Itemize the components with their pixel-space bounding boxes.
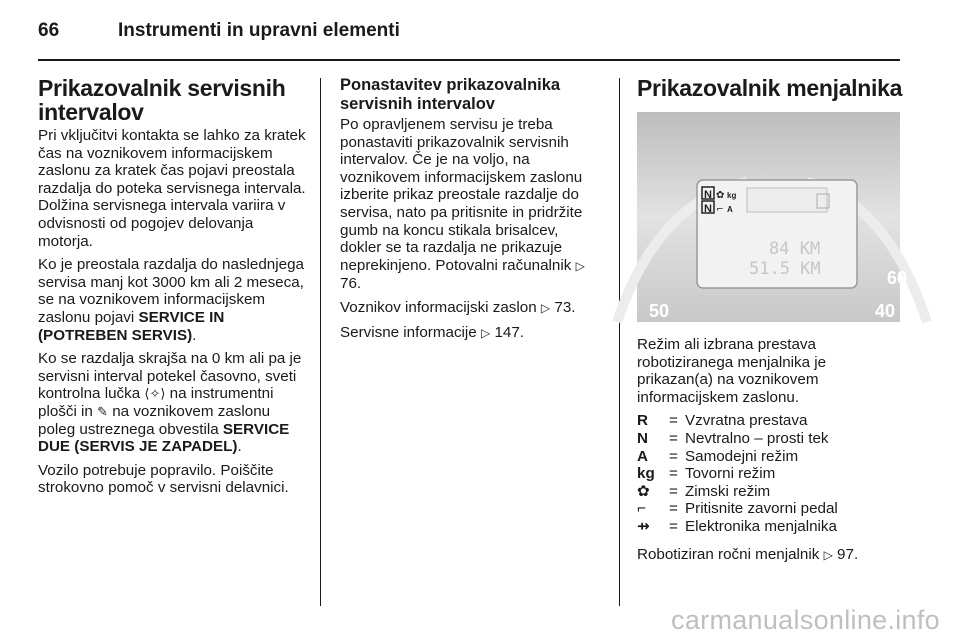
section-heading-reset: Ponastavitev prikazovalnika servisnih intervalov <box>340 76 561 113</box>
column-gearbox-display <box>637 75 908 570</box>
paragraph: Pri vključitvi kontakta se lahko za kratek čas na voznikovem informacijskem zaslonu za kratek čas pojavi preostala razdalja do poteka servisnega intervala. Dolžina servisnega intervala variira v odvisnosti od pogojev delovanja motorja. <box>38 127 306 250</box>
gauge-label-left: 50 <box>649 301 670 321</box>
definition-eq: = <box>669 500 678 518</box>
definition-key: ⇸ <box>637 517 650 535</box>
auto-label: A <box>727 205 733 214</box>
text: na instrumentni plošči in <box>38 385 274 420</box>
paragraph: Po opravljenem servisu je treba ponastaviti prikazovalnik servisnih intervalov. Če je na voljo, na voznikovem informacijskem zaslonu izberite prikaz preostale razdalje do servisa, nato pa pritisnite in pridržite gumb na koncu stikala brisalcev, dokler se ta razdalja ne prikazuje neprekinjeno. Potovalni računalnik ▷ 76. <box>340 116 585 293</box>
section-heading-service-interval: Prikazovalnik servisnih intervalov <box>38 75 286 125</box>
ref-arrow-icon: ▷ <box>575 258 585 273</box>
gauge-label-right-bottom: 40 <box>875 301 896 321</box>
message-service-due: SERVICE DUE (SERVIS JE ZAPADEL) <box>38 420 290 456</box>
definition-text: Vzvratna prestava <box>685 412 808 430</box>
definition-text: Samodejni režim <box>685 447 799 465</box>
column-divider-1 <box>320 78 321 606</box>
text: . <box>192 326 197 344</box>
definition-key: ✿ <box>637 482 650 500</box>
display-line-2: 51.5 KM <box>749 259 821 279</box>
paragraph: Robotiziran ročni menjalnik ▷ 97. <box>637 545 859 563</box>
gear-badge-top-text: N <box>704 189 712 201</box>
definition-eq: = <box>669 429 678 447</box>
wrench-icon: ✎ <box>97 403 108 419</box>
column-divider-2 <box>619 78 620 606</box>
brake-pedal-icon: ⌐ <box>716 205 724 215</box>
definition-text: Elektronika menjalnika <box>685 517 837 535</box>
gauge-label-right-top: 60 <box>887 268 908 288</box>
ref-arrow-icon: ▷ <box>480 325 491 340</box>
text: na voznikovem zaslonu poleg ustreznega obvestila <box>38 402 271 438</box>
page-ref-link[interactable]: 73 <box>554 298 572 316</box>
page-ref-link[interactable]: 76 <box>340 275 357 293</box>
text: Ko se razdalja skrajša na 0 km ali pa je servisni interval potekel časovno, sveti kontrolna lučka <box>38 350 302 403</box>
cluster-illustration <box>637 112 908 322</box>
column-reset <box>340 76 602 348</box>
kg-label: kg <box>727 191 737 200</box>
definition-key: ⌐ <box>637 500 646 518</box>
paragraph: Voznikov informacijski zaslon ▷ 73. <box>340 298 576 316</box>
page-header <box>38 20 400 50</box>
section-heading-gearbox: Prikazovalnik menjalnika <box>637 75 903 101</box>
text: Voznikov informacijski zaslon <box>340 298 541 316</box>
definition-row <box>637 430 838 448</box>
gear-definitions-table <box>637 412 838 535</box>
header-rule <box>38 59 900 61</box>
definition-text: Zimski režim <box>685 482 771 500</box>
definition-eq: = <box>669 517 678 535</box>
watermark: carmanualsonline.info <box>671 605 940 635</box>
page-ref-link[interactable]: 97 <box>837 545 854 563</box>
text: Servisne informacije <box>340 323 481 341</box>
instrument-cluster-image <box>637 112 908 322</box>
service-light-icon: ⟨✧⟩ <box>144 386 166 402</box>
definition-key: N <box>637 429 648 447</box>
gear-badge-bottom-text: N <box>704 203 712 215</box>
message-service-in: SERVICE IN (POTREBEN SERVIS) <box>38 308 225 344</box>
paragraph: Režim ali izbrana prestava robotiziranega menjalnika je prikazan(a) na voznikovem informacijskem zaslonu. <box>637 336 827 406</box>
definition-row <box>637 412 838 430</box>
top-display-segment <box>747 188 827 212</box>
display-line-1: 84 KM <box>769 239 821 259</box>
definition-eq: = <box>669 412 678 430</box>
definition-row <box>637 448 838 466</box>
definition-row <box>637 483 838 501</box>
ref-arrow-icon: ▷ <box>823 547 833 562</box>
definition-key: kg <box>637 465 655 483</box>
text: Po opravljenem servisu je treba ponastaviti prikazovalnik servisnih intervalov. Če je na voljo, na voznikovem informacijskem zaslonu izberite prikaz preostale razdalje do servisa, nato pa pritisnite in pridržite gumb na koncu stikala brisalcev, dokler se ta razdalja ne prikazuje neprekinjeno. Potovalni računalnik <box>340 116 583 274</box>
text: Ko je preostala razdalja do naslednjega servisa manj kot 3000 km ali 2 meseca, se na voznikovem informacijskem zaslonu pojavi <box>38 256 304 326</box>
definition-row <box>637 500 838 518</box>
paragraph: Servisne informacije ▷ 147. <box>340 323 525 341</box>
definition-row <box>637 465 838 483</box>
definition-text: Nevtralno – prosti tek <box>685 429 829 447</box>
page-ref-link[interactable]: 147 <box>494 323 520 341</box>
ref-arrow-icon: ▷ <box>540 300 551 315</box>
definition-text: Pritisnite zavorni pedal <box>685 500 838 518</box>
text: . <box>237 438 242 456</box>
column-service-interval <box>38 76 308 503</box>
text: Robotiziran ročni menjalnik <box>637 545 824 563</box>
definition-key: A <box>637 447 648 465</box>
definition-key: R <box>637 412 648 430</box>
definition-eq: = <box>669 465 678 483</box>
paragraph <box>38 256 308 344</box>
definition-row <box>637 518 838 536</box>
definition-eq: = <box>669 482 678 500</box>
definition-eq: = <box>669 447 678 465</box>
page-number: 66 <box>38 20 60 41</box>
snowflake-icon: ✿ <box>716 190 725 201</box>
chapter-title: Instrumenti in upravni elementi <box>118 20 400 41</box>
paragraph: Vozilo potrebuje popravilo. Poiščite strokovno pomoč v servisni delavnici. <box>38 461 289 497</box>
paragraph <box>38 350 308 456</box>
definition-text: Tovorni režim <box>685 465 776 483</box>
